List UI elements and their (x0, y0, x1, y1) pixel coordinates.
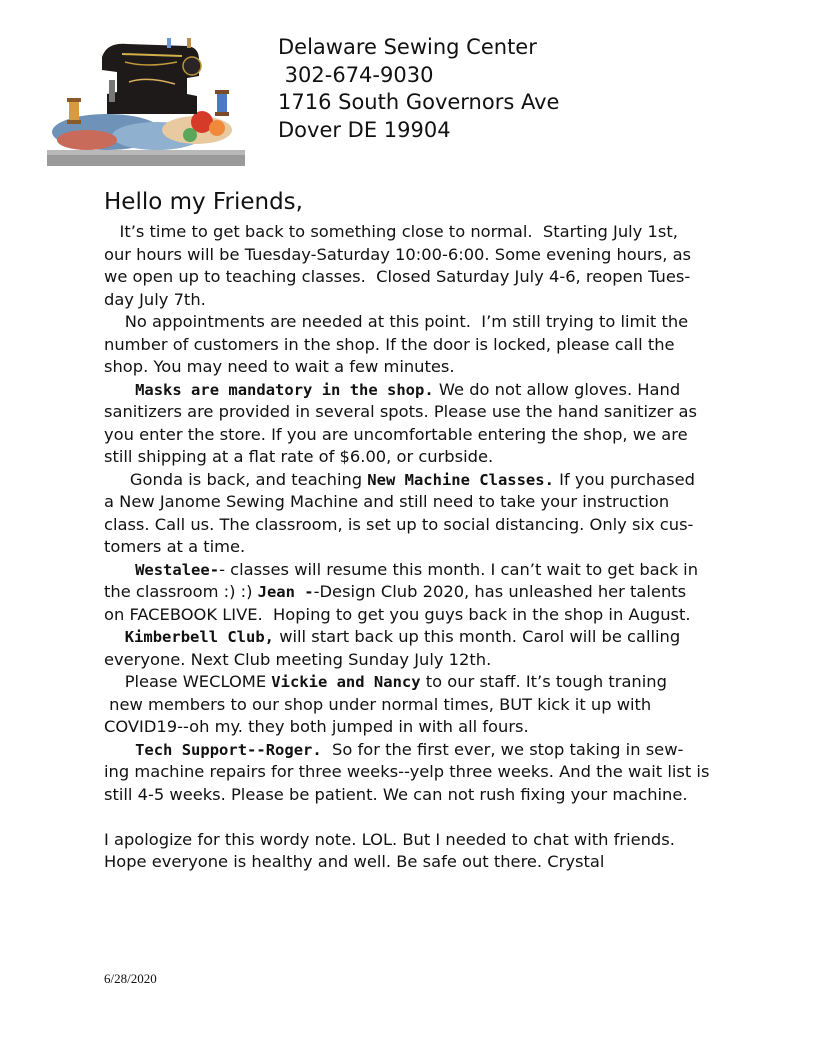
letter-line: ing machine repairs for three weeks--yelp three weeks. And the wait list is (104, 762, 710, 781)
letter-line (104, 626, 764, 649)
text: the classroom :) :) (104, 582, 258, 601)
letter-line (104, 581, 764, 604)
letter-line: still 4-5 weeks. Please be patient. We can not rush fixing your machine. (104, 784, 688, 804)
indent (104, 560, 135, 579)
text: to our staff. It’s tough traning (420, 672, 667, 691)
letter-line: our hours will be Tuesday-Saturday 10:00-6:00. Some evening hours, as (104, 244, 692, 264)
text: If you purchased (553, 469, 695, 489)
vickie-nancy-heading: Vickie and Nancy (271, 673, 421, 691)
salutation: Hello my Friends, (104, 189, 303, 215)
letter-line: COVID19--oh my. they both jumped in with all fours. (104, 717, 529, 736)
letter-line: class. Call us. The classroom, is set up to social distancing. Only six cus- (104, 514, 694, 534)
letter-line (104, 671, 764, 694)
sewing-machine-logo (47, 32, 245, 166)
text: Gonda is back, and teaching (104, 469, 368, 489)
letter-line: Hope everyone is healthy and well. Be safe out there. Crystal (104, 852, 605, 871)
letter-body (104, 221, 764, 874)
letter-line: number of customers in the shop. If the door is locked, please call the (104, 334, 675, 354)
letter-line: No appointments are needed at this point. I’m still trying to limit the (104, 312, 689, 331)
text: We do not allow gloves. Hand (433, 379, 681, 399)
store-header (278, 34, 559, 144)
westalee-heading: Westalee- (135, 560, 220, 579)
footer-date: 6/28/2020 (104, 971, 157, 986)
store-street: 1716 South Governors Ave (278, 90, 560, 114)
new-machine-classes-heading: New Machine Classes. (367, 470, 554, 489)
letter-line: a New Janome Sewing Machine and still need to take your instruction (104, 492, 670, 511)
masks-heading: Masks are mandatory in the shop. (135, 380, 434, 399)
blank-line (104, 806, 764, 829)
indent (104, 740, 135, 759)
store-city: Dover DE 19904 (278, 117, 451, 142)
store-name: Delaware Sewing Center (278, 35, 537, 59)
letter-line: It’s time to get back to something close to normal. Starting July 1st, (104, 222, 678, 241)
store-phone: 302-674-9030 (278, 62, 434, 87)
text: So for the first ever, we stop taking in sew- (321, 739, 684, 759)
letter-line: shop. You may need to wait a few minutes. (104, 357, 455, 376)
letter-line (104, 739, 764, 762)
tech-support-heading: Tech Support--Roger. (135, 740, 322, 759)
letter-line (104, 379, 764, 402)
jean-heading: Jean - (257, 583, 314, 601)
letter-line: we open up to teaching classes. Closed Saturday July 4-6, reopen Tues- (104, 267, 691, 286)
letter-line: sanitizers are provided in several spots. Please use the hand sanitizer as (104, 402, 697, 421)
letter-line: new members to our shop under normal times, BUT kick it up with (104, 694, 652, 714)
text: - classes will resume this month. I can’t wait to get back in (219, 559, 699, 579)
letter-line: day July 7th. (104, 289, 206, 309)
indent (104, 380, 135, 399)
letter-line (104, 559, 764, 582)
letter-line: you enter the store. If you are uncomfortable entering the shop, we are (104, 424, 688, 444)
text: -Design Club 2020, has unleashed her talents (313, 582, 687, 601)
letter-line: I apologize for this wordy note. LOL. But I needed to chat with friends. (104, 829, 675, 849)
kimberbell-heading: Kimberbell Club, (124, 628, 275, 646)
letter-line (104, 469, 764, 492)
letter-line: everyone. Next Club meeting Sunday July 12th. (104, 649, 492, 669)
text: Please WECLOME (104, 672, 272, 691)
sewing-machine-icon (47, 32, 245, 166)
letter-line: still shipping at a flat rate of $6.00, or curbside. (104, 447, 494, 466)
letter-line: tomers at a time. (104, 537, 246, 556)
letter-line: on FACEBOOK LIVE. Hoping to get you guys back in the shop in August. (104, 604, 691, 624)
indent (104, 627, 125, 646)
text: will start back up this month. Carol will be calling (274, 627, 681, 646)
